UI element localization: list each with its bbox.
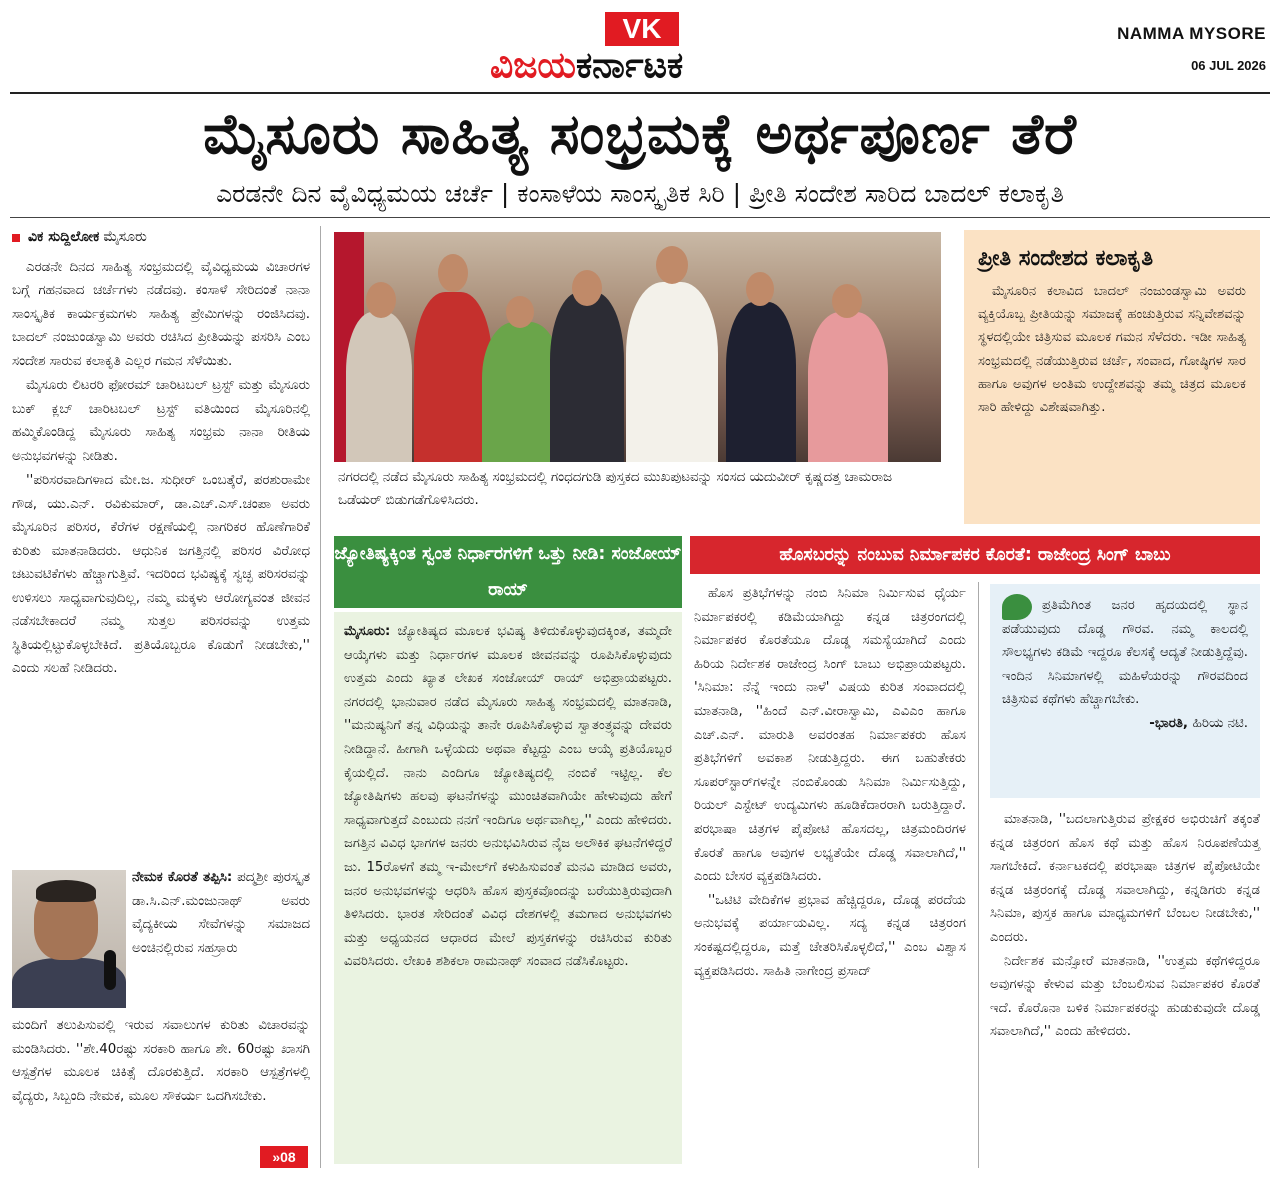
sub-headline: ಎರಡನೇ ದಿನ ವೈವಿಧ್ಯಮಯ ಚರ್ಚೆ | ಕಂಸಾಳೆಯ ಸಾಂಸ್ಕೃತಿಕ ಸಿರಿ | ಪ್ರೀತಿ ಸಂದೇಶ ಸಾರಿದ ಬಾದಲ್ ಕಲಾಕೃತಿ [216, 179, 1064, 208]
quote-text: ಪ್ರತಿಮೆಗಿಂತ ಜನರ ಹೃದಯದಲ್ಲಿ ಸ್ಥಾನ ಪಡೆಯುವುದು ದೊಡ್ಡ ಗೌರವ. ನಮ್ಮ ಕಾಲದಲ್ಲಿ ಸೌಲಭ್ಯಗಳು ಕಡಿಮೆ ಇದ್ದರೂ ಕೆಲಸಕ್ಕೆ ಆದ್ಯತೆ ನೀಡುತ್ತಿದ್ದೆವು. ಇಂದಿನ ಸಿನಿಮಾಗಳಲ್ಲಿ ಮಹಿಳೆಯರನ್ನು ಗೌರವದಿಂದ ಚಿತ್ರಿಸುವ ಕಥೆಗಳು ಹೆಚ್ಚಾಗಬೇಕು. [1002, 598, 1248, 707]
quote-author: -ಭಾರತಿ, [1149, 715, 1188, 731]
photo-person-5 [626, 282, 718, 462]
masthead-brand [490, 44, 800, 88]
green-story-title: ಜ್ಯೋತಿಷ್ಯಕ್ಕಿಂತ ಸ್ವಂತ ನಿರ್ಧಾರಗಳಿಗೆ ಒತ್ತು ನೀಡಿ: ಸಂಜೋಯ್ ರಾಯ್ [334, 536, 682, 608]
edition-name: NAMMA MYSORE [1117, 24, 1266, 43]
byline [12, 226, 310, 250]
photo-head-3 [506, 296, 534, 328]
column-one [12, 226, 310, 682]
green-story-text: ಜ್ಯೋತಿಷ್ಯದ ಮೂಲಕ ಭವಿಷ್ಯ ತಿಳಿದುಕೊಳ್ಳುವುದಕ್ಕಿಂತ, ತಮ್ಮದೇ ಆಯ್ಕೆಗಳು ಮತ್ತು ನಿರ್ಧಾರಗಳ ಮೂಲಕ ಜೀವನವನ್ನು ರೂಪಿಸಿಕೊಳ್ಳುವುದು ಉತ್ತಮ ಎಂದು ಖ್ಯಾತ ಲೇಖಕ ಸಂಜೋಯ್ ರಾಯ್ ಅಭಿಪ್ರಾಯಪಟ್ಟರು. ನಗರದಲ್ಲಿ ಭಾನುವಾರ ನಡೆದ ಮೈಸೂರು ಸಾಹಿತ್ಯ ಸಂಭ್ರಮದಲ್ಲಿ ಮಾತನಾಡಿ, ''ಮನುಷ್ಯನಿಗೆ ತನ್ನ ವಿಧಿಯನ್ನು ತಾನೇ ರೂಪಿಸಿಕೊಳ್ಳುವ ಸ್ವಾತಂತ್ರ್ಯವನ್ನು ದೇವರು ನೀಡಿದ್ದಾನೆ. ಹೀಗಾಗಿ ಒಳ್ಳೆಯದು ಅಥವಾ ಕೆಟ್ಟದ್ದು ಎಂಬ ಆಯ್ಕೆ ಪ್ರತಿಯೊಬ್ಬರ ಕೈಯಲ್ಲಿದೆ. ನಾನು ಎಂದಿಗೂ ಜ್ಯೋತಿಷ್ಯದಲ್ಲಿ ನಂಬಿಕೆ ಇಟ್ಟಿಲ್ಲ. ಕೆಲ ಜ್ಯೋತಿಷಿಗಳು ಹಲವು ಘಟನೆಗಳನ್ನು ಮುಂಚಿತವಾಗಿಯೇ ಹೇಳುವುದು ಹೇಗೆ ಸಾಧ್ಯವಾಗುತ್ತದೆ ಎಂಬುದು ನನಗೆ ಇಂದಿಗೂ ಅರ್ಥವಾಗಿಲ್ಲ,'' ಎಂದು ಹೇಳಿದರು. ಜಗತ್ತಿನ ವಿವಿಧ ಭಾಗಗಳ ಜನರು ಅನುಭವಿಸಿರುವ ನೈಜ ಅಲೌಕಿಕ ಘಟನೆಗಳಿದ್ದರೆ ಜು. 15ರೊಳಗೆ ತಮ್ಮ ಇ-ಮೇಲ್‌ಗೆ ಕಳುಹಿಸುವಂತೆ ಮನವಿ ಮಾಡಿದ ಅವರು, ಜನರ ಅನುಭವಗಳನ್ನು ಆಧರಿಸಿ ಹೊಸ ಪುಸ್ತಕವೊಂದನ್ನು ಬರೆಯುತ್ತಿರುವುದಾಗಿ ತಿಳಿಸಿದರು. ಭಾರತ ಸೇರಿದಂತೆ ವಿವಿಧ ದೇಶಗಳಲ್ಲಿ ತಮಗಾದ ಅನುಭವಗಳು ಮತ್ತು ಅಧ್ಯಯನದ ಆಧಾರದ ಮೇಲೆ ಪುಸ್ತಕಗಳನ್ನು ರಚಿಸಿರುವ ಕುರಿತು ವಿವರಿಸಿದರು. ಲೇಖಕಿ ಶಶಿಕಲಾ ರಾಮನಾಥ್ ಸಂವಾದ ನಡೆಸಿಕೊಟ್ಟರು. [344, 624, 672, 970]
portrait-hair [36, 880, 96, 902]
byline-name: ವಿಕ ಸುದ್ದಿಲೋಕ [28, 229, 100, 245]
event-photo [334, 232, 941, 462]
col1-paragraph-4a: ಪದ್ಮಶ್ರೀ ಪುರಸ್ಕೃತ ಡಾ.ಸಿ.ಎನ್.ಮಂಜುನಾಥ್ ಅವರು ವೈದ್ಯಕೀಯ ಸೇವೆಗಳನ್ನು ಸಮಾಜದ ಅಂಚಿನಲ್ಲಿರುವ ಸಹಸ್ರಾರು [132, 870, 310, 956]
speech-bubble-icon [1002, 594, 1032, 620]
photo-person-4 [550, 292, 624, 462]
red-story-paragraph-1: ಹೊಸ ಪ್ರತಿಭೆಗಳನ್ನು ನಂಬಿ ಸಿನಿಮಾ ನಿರ್ಮಿಸುವ ಧೈರ್ಯ ನಿರ್ಮಾಪಕರಲ್ಲಿ ಕಡಿಮೆಯಾಗಿದ್ದು ಕನ್ನಡ ಚಿತ್ರರಂಗದಲ್ಲಿ ನಿರ್ಮಾಪಕರ ಕೊರತೆಯೂ ದೊಡ್ಡ ಸಮಸ್ಯೆಯಾಗಿದೆ ಎಂದು ಹಿರಿಯ ನಿರ್ದೇಶಕ ರಾಜೇಂದ್ರ ಸಿಂಗ್ ಬಾಬು ಅಭಿಪ್ರಾಯಪಟ್ಟರು. 'ಸಿನಿಮಾ: ನೆನ್ನೆ ಇಂದು ನಾಳೆ' ವಿಷಯ ಕುರಿತ ಸಂವಾದದಲ್ಲಿ ಮಾತನಾಡಿ, ''ಹಿಂದೆ ಎನ್.ವೀರಾಸ್ವಾಮಿ, ಎವಿಎಂ ಹಾಗೂ ಎಚ್.ಎನ್. ಮಾರುತಿ ಅವರಂತಹ ನಿರ್ಮಾಪಕರು ಹೊಸ ಪ್ರತಿಭೆಗಳಿಗೆ ಅವಕಾಶ ನೀಡುತ್ತಿದ್ದರು. ಈಗ ಬಹುತೇಕರು ಸೂಪರ್‌ಸ್ಟಾರ್‌ಗಳನ್ನೇ ನಂಬಿಕೊಂಡು ಸಿನಿಮಾ ನಿರ್ಮಿಸುತ್ತಿದ್ದು, ರಿಯಲ್ ಎಸ್ಟೇಟ್ ಉದ್ಯಮಿಗಳು ಹೂಡಿಕೆದಾರರಾಗಿ ಬರುತ್ತಿದ್ದಾರೆ. ಪರಭಾಷಾ ಚಿತ್ರಗಳ ಪೈಪೋಟಿ ಹೊಸದಲ್ಲ, ಚಿತ್ರಮಂದಿರಗಳ ಕೊರತೆ ಹಾಗೂ ಅವುಗಳ ಲಭ್ಯತೆಯೇ ದೊಡ್ಡ ಸವಾಲಾಗಿದೆ,'' ಎಂದು ಬೇಸರ ವ್ಯಕ್ತಪಡಿಸಿದರು. [694, 586, 966, 885]
artwork-sidebox [964, 230, 1260, 524]
red-story-title: ಹೊಸಬರನ್ನು ನಂಬುವ ನಿರ್ಮಾಪಕರ ಕೊರತೆ: ರಾಜೇಂದ್ರ ಸಿಂಗ್ ಬಾಬು [690, 536, 1260, 574]
photo-caption: ನಗರದಲ್ಲಿ ನಡೆದ ಮೈಸೂರು ಸಾಹಿತ್ಯ ಸಂಭ್ರಮದಲ್ಲಿ ಗಂಧದಗುಡಿ ಪುಸ್ತಕದ ಮುಖಪುಟವನ್ನು ಸಂಸದ ಯದುವೀರ್ ಕೃಷ್ಣದತ್ತ ಚಾಮರಾಜ ಒಡೆಯರ್ ಬಿಡುಗಡೆಗೊಳಿಸಿದರು. [338, 470, 893, 508]
doctor-portrait-photo [12, 870, 126, 1008]
photo-head-5 [656, 246, 688, 284]
col1-paragraph-2: ಮೈಸೂರು ಲಿಟರರಿ ಫೋರಮ್ ಚಾರಿಟಬಲ್ ಟ್ರಸ್ಟ್ ಮತ್ತು ಮೈಸೂರು ಬುಕ್ ಕ್ಲಬ್ ಚಾರಿಟಬಲ್ ಟ್ರಸ್ಟ್ ವತಿಯಿಂದ ಮೈಸೂರಿನಲ್ಲಿ ಹಮ್ಮಿಕೊಂಡಿದ್ದ ಮೈಸೂರು ಸಾಹಿತ್ಯ ಸಂಭ್ರಮ ನಾನಾ ರೀತಿಯ ಅನುಭವಗಳನ್ನು ನೀಡಿತು. [12, 378, 310, 464]
brand-black: ಕರ್ನಾಟಕ [575, 45, 684, 86]
byline-location: ಮೈಸೂರು [103, 229, 147, 245]
continued-page-badge[interactable]: »08 [260, 1146, 308, 1168]
quote-attribution [1002, 716, 1248, 731]
quote-role: ಹಿರಿಯ ನಟಿ. [1192, 715, 1248, 731]
main-headline: ಮೈಸೂರು ಸಾಹಿತ್ಯ ಸಂಭ್ರಮಕ್ಕೆ ಅರ್ಥಪೂರ್ಣ ತೆರೆ [203, 102, 1077, 167]
col1-paragraph-1: ಎರಡನೇ ದಿನದ ಸಾಹಿತ್ಯ ಸಂಭ್ರಮದಲ್ಲಿ ವೈವಿಧ್ಯಮಯ ವಿಚಾರಗಳ ಬಗ್ಗೆ ಗಹನವಾದ ಚರ್ಚೆಗಳು ನಡೆದವು. ಕಂಸಾಳೆ ಸೇರಿದಂತೆ ನಾನಾ ಸಾಂಸ್ಕೃತಿಕ ಕಾರ್ಯಕ್ರಮಗಳು ಸಾಹಿತ್ಯ ಪ್ರೇಮಿಗಳನ್ನು ರಂಜಿಸಿದವು. ಬಾದಲ್ ನಂಜುಂಡಸ್ವಾಮಿ ಅವರು ರಚಿಸಿದ ಪ್ರೀತಿಯನ್ನು ಪಸರಿಸಿ ಎಂಬ ಸಂದೇಶ ಸಾರುವ ಕಲಾಕೃತಿ ಎಲ್ಲರ ಗಮನ ಸೆಳೆಯಿತು. [12, 259, 310, 369]
red-story-paragraph-4: ನಿರ್ದೇಶಕ ಮನ್ಸೋರೆ ಮಾತನಾಡಿ, ''ಉತ್ತಮ ಕಥೆಗಳಿದ್ದರೂ ಅವುಗಳನ್ನು ಕೇಳುವ ಮತ್ತು ಬೆಂಬಲಿಸುವ ನಿರ್ಮಾಪಕರ ಕೊರತೆ ಇದೆ. ಕೊರೊನಾ ಬಳಿಕ ನಿರ್ಮಾಪಕರನ್ನು ಹುಡುಕುವುದೇ ದೊಡ್ಡ ಸವಾಲಾಗಿದೆ,'' ಎಂದು ಹೇಳಿದರು. [990, 953, 1260, 1040]
green-story-body [334, 612, 682, 1164]
photo-head-1 [366, 282, 396, 318]
photo-head-2 [438, 254, 468, 292]
col1-paragraph-4b: ಮಂದಿಗೆ ತಲುಪಿಸುವಲ್ಲಿ ಇರುವ ಸವಾಲುಗಳ ಕುರಿತು ವಿಚಾರವನ್ನು ಮಂಡಿಸಿದರು. ''ಶೇ.40ರಷ್ಟು ಸರಕಾರಿ ಹಾಗೂ ಶೇ. 60ರಷ್ಟು ಖಾಸಗಿ ಆಸ್ಪತ್ರೆಗಳ ಮೂಲಕ ಚಿಕಿತ್ಸೆ ದೊರಕುತ್ತಿದೆ. ಸರಕಾರಿ ಆಸ್ಪತ್ರೆಗಳಲ್ಲಿ ವೈದ್ಯರು, ಸಿಬ್ಬಂದಿ ನೇಮಕ, ಮೂಲ ಸೌಕರ್ಯ ಒದಗಿಸಬೇಕು. [12, 1018, 310, 1104]
issue-date: 06 JUL 2026 [1191, 58, 1266, 73]
subhead-rule [10, 217, 1270, 218]
masthead-rule [10, 92, 1270, 94]
sidebox-title: ಪ್ರೀತಿ ಸಂದೇಶದ ಕಲಾಕೃತಿ [978, 246, 1153, 271]
red-story-column-1 [694, 582, 966, 983]
photo-person-7 [808, 312, 888, 462]
col1-subsection [132, 866, 310, 960]
photo-person-1 [346, 312, 412, 462]
bullet-square-icon [12, 234, 20, 242]
sidebox-body: ಮೈಸೂರಿನ ಕಲಾವಿದ ಬಾದಲ್ ನಂಜುಂಡಸ್ವಾಮಿ ಅವರು ವ್ಯಕ್ತಿಯೊಬ್ಬ ಪ್ರೀತಿಯನ್ನು ಸಮಾಜಕ್ಕೆ ಹಂಚುತ್ತಿರುವ ಸನ್ನಿವೇಶವನ್ನು ಸ್ಥಳದಲ್ಲಿಯೇ ಚಿತ್ರಿಸುವ ಮೂಲಕ ಗಮನ ಸೆಳೆದರು. ಇಡೀ ಸಾಹಿತ್ಯ ಸಂಭ್ರಮದಲ್ಲಿ ನಡೆಯುತ್ತಿರುವ ಚರ್ಚೆ, ಸಂವಾದ, ಗೋಷ್ಠಿಗಳ ಸಾರ ಹಾಗೂ ಅವುಗಳ ಅಂತಿಮ ಉದ್ದೇಶವನ್ನು ತಮ್ಮ ಚಿತ್ರದ ಮೂಲಕ ಸಾರಿ ಹೇಳಿದ್ದು ವಿಶೇಷವಾಗಿತ್ತು. [978, 284, 1246, 416]
quote-box [990, 584, 1260, 798]
photo-person-2 [414, 292, 492, 462]
microphone-icon [104, 950, 116, 990]
photo-head-4 [572, 270, 602, 306]
green-story-dateline: ಮೈಸೂರು: [344, 624, 391, 639]
col1-subhead-bold: ನೇಮಕ ಕೊರತೆ ತಪ್ಪಿಸಿ: [132, 870, 233, 885]
photo-head-6 [746, 272, 774, 306]
vk-logo-badge: VK [605, 12, 679, 46]
photo-person-6 [726, 302, 796, 462]
col1-bottom [12, 1014, 310, 1108]
column-divider-2 [978, 582, 979, 1168]
photo-head-7 [832, 284, 862, 318]
brand-red: ವಿಜಯ [490, 45, 576, 86]
column-divider [320, 226, 321, 1168]
red-story-paragraph-3: ಮಾತನಾಡಿ, ''ಬದಲಾಗುತ್ತಿರುವ ಪ್ರೇಕ್ಷಕರ ಅಭಿರುಚಿಗೆ ತಕ್ಕಂತೆ ಕನ್ನಡ ಚಿತ್ರರಂಗ ಹೊಸ ಕಥೆ ಮತ್ತು ಹೊಸ ನಿರೂಪಣೆಯತ್ತ ಸಾಗಬೇಕಿದೆ. ಕರ್ನಾಟಕದಲ್ಲಿ ಪರಭಾಷಾ ಚಿತ್ರಗಳ ಪೈಪೋಟಿಯೇ ಕನ್ನಡ ಚಿತ್ರರಂಗಕ್ಕೆ ದೊಡ್ಡ ಸವಾಲಾಗಿದ್ದು, ಕನ್ನಡಿಗರು ಕನ್ನಡ ಸಿನಿಮಾ, ಪುಸ್ತಕ ಹಾಗೂ ಮಾಧ್ಯಮಗಳಿಗೆ ಬೆಂಬಲ ನೀಡಬೇಕು,'' ಎಂದರು. [990, 812, 1260, 945]
red-story-paragraph-2: ''ಒಟಿಟಿ ವೇದಿಕೆಗಳ ಪ್ರಭಾವ ಹೆಚ್ಚಿದ್ದರೂ, ದೊಡ್ಡ ಪರದೆಯ ಅನುಭವಕ್ಕೆ ಪರ್ಯಾಯವಿಲ್ಲ. ಸದ್ಯ ಕನ್ನಡ ಚಿತ್ರರಂಗ ಸಂಕಷ್ಟದಲ್ಲಿದ್ದರೂ, ಮತ್ತೆ ಚೇತರಿಸಿಕೊಳ್ಳಲಿದೆ,'' ಎಂಬ ವಿಶ್ವಾಸ ವ್ಯಕ್ತಪಡಿಸಿದರು. ಸಾಹಿತಿ ನಾಗೇಂದ್ರ ಪ್ರಸಾದ್ [694, 892, 966, 979]
red-story-column-2 [990, 808, 1260, 1044]
col1-paragraph-3: ''ಪರಿಸರವಾದಿಗಳಾದ ಮೇ.ಜ. ಸುಧೀರ್ ಒಂಬತ್ಕೆರೆ, ಪರಶುರಾಮೇ ಗೌಡ, ಯು.ಎನ್. ರವಿಕುಮಾರ್, ಡಾ.ಎಚ್.ಎಸ್.ಚಂಪಾ ಅವರು ಮೈಸೂರಿನ ಪರಿಸರ, ಕೆರೆಗಳ ರಕ್ಷಣೆಯಲ್ಲಿ ನಾಗರಿಕರ ಹೊಣೆಗಾರಿಕೆ ಕುರಿತು ಮಾತನಾಡಿದರು. ಆಧುನಿಕ ಜಗತ್ತಿನಲ್ಲಿ ಪರಿಸರ ವಿರೋಧ ಚಟುವಟಿಕೆಗಳು ಹೆಚ್ಚಾಗುತ್ತಿವೆ. ಇದರಿಂದ ಭವಿಷ್ಯಕ್ಕೆ ಸ್ವಚ್ಛ ಪರಿಸರವನ್ನು ಉಳಿಸಲು ಸಾಧ್ಯವಾಗುವುದಿಲ್ಲ, ನಮ್ಮ ಮಕ್ಕಳು ಆರೋಗ್ಯವಂತ ಜೀವನ ನಡೆಸಬೇಕಾದರೆ ನಮ್ಮ ಸುತ್ತಲ ಪರಿಸರವನ್ನು ಉತ್ತಮ ಸ್ಥಿತಿಯಲ್ಲಿಟ್ಟುಕೊಳ್ಳಬೇಕಿದೆ. ಪ್ರತಿಯೊಬ್ಬರೂ ಕೊಡುಗೆ ನೀಡಬೇಕು,'' ಎಂದು ಸಲಹೆ ನೀಡಿದರು. [12, 473, 310, 676]
